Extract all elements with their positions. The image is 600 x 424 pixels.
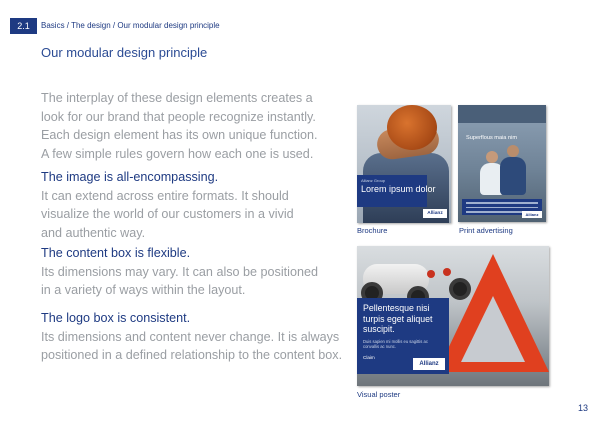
warning-triangle-inner (461, 296, 525, 362)
visual-poster-example-image (357, 246, 549, 386)
intro-line: Each design element has its own unique function. (41, 128, 318, 143)
image-rule-line: It can extend across entire formats. It should (41, 188, 289, 203)
brochure-logo-box: Allianz (423, 209, 447, 218)
logo-box-rule-line: Its dimensions and content never change. It is always (41, 329, 340, 344)
intro-line: look for our brand that people recognize instantly. (41, 109, 316, 124)
print-person-head (486, 151, 498, 163)
image-rule-line: visualize the world of our customers in a vivid (41, 207, 294, 222)
brochure-content-box (357, 175, 436, 207)
print-advertising-caption: Print advertising (459, 226, 513, 235)
logo-box-rule-line: positioned in a defined relationship to the content box. (41, 348, 343, 363)
page-number: 13 (577, 403, 588, 413)
print-advertising-example-image (458, 105, 546, 222)
image-rule-line: and authentic way. (41, 225, 146, 240)
toy-car-light (427, 270, 435, 278)
print-logo-box: Allianz (522, 211, 542, 218)
poster-body-text: Duis sapien mi mollis eu sagittis ac convallis ac nunc. (363, 338, 428, 349)
print-person-head (507, 145, 519, 157)
poster-headline: Pellentesque nisi turpis eget aliquet suscipit. (363, 303, 433, 334)
content-box-rule-line: in a variety of ways within the layout. (41, 283, 246, 298)
logo-box-rule-section (41, 309, 342, 365)
breadcrumb: Basics / The design / Our modular design principle (41, 21, 220, 30)
content-box-rule-section (41, 244, 318, 300)
visual-poster-caption: Visual poster (357, 390, 401, 399)
toy-car-light (443, 268, 451, 276)
page-title: Our modular design principle (41, 45, 208, 60)
content-box-rule-heading: The content box is flexible. (41, 246, 191, 260)
print-top-strip (458, 105, 546, 123)
intro-paragraph (41, 89, 318, 163)
image-rule-heading: The image is all-encompassing. (41, 170, 219, 184)
section-number-badge: 2.1 (10, 18, 37, 34)
content-box-rule-line: Its dimensions may vary. It can also be positioned (41, 264, 318, 279)
basketball-icon (387, 105, 437, 150)
image-rule-section (41, 168, 294, 242)
brochure-box-title: Lorem ipsum dolor (361, 184, 436, 194)
brochure-example-image (357, 105, 451, 223)
print-headline: Superflous maia nim (466, 135, 517, 141)
logo-box-rule-heading: The logo box is consistent. (41, 311, 191, 325)
intro-line: A few simple rules govern how each one is used. (41, 146, 314, 161)
toy-car-wheel (449, 278, 471, 300)
poster-logo-box: Allianz (413, 358, 445, 370)
print-person-body (500, 157, 526, 195)
poster-claim: Claim (363, 354, 375, 360)
brochure-caption: Brochure (357, 226, 388, 235)
brochure-box-small-text: Allianz Group (361, 178, 386, 183)
intro-line: The interplay of these design elements creates a (41, 91, 313, 105)
